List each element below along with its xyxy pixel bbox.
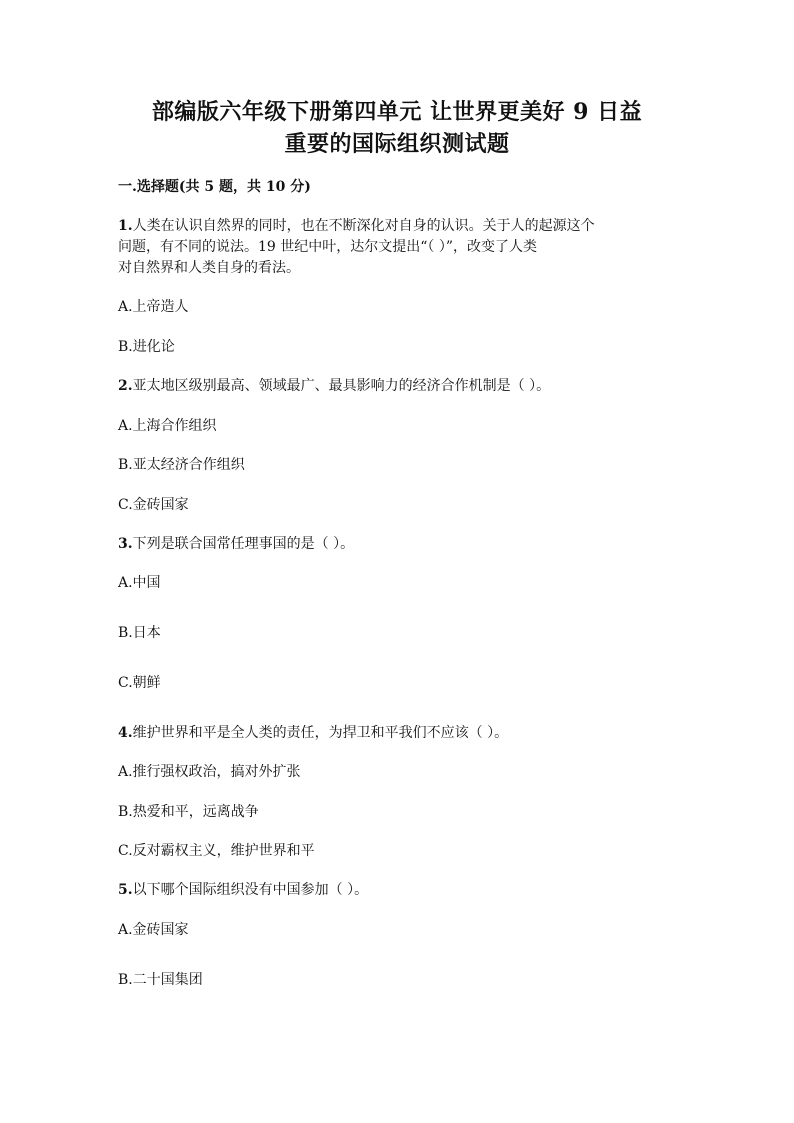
question-5-number: 5. (118, 882, 133, 898)
question-2-option-b: B.亚太经济合作组织 (118, 457, 245, 473)
question-5-stem: 5.以下哪个国际组织没有中国参加（ ）。 (118, 882, 369, 898)
question-3-stem: 3.下列是联合国常任理事国的是（ ）。 (118, 536, 355, 552)
question-4-stem: 4.维护世界和平是全人类的责任，为捍卫和平我们不应该（ ）。 (118, 725, 509, 741)
question-1-stem-line-3: 对自然界和人类自身的看法。 (118, 260, 300, 276)
question-3-option-b: B.日本 (118, 625, 161, 641)
question-4-option-a: A.推行强权政治，搞对外扩张 (118, 764, 301, 780)
document-title-line-2: 重要的国际组织测试题 (284, 131, 510, 157)
question-1-option-a: A.上帝造人 (118, 299, 189, 315)
document-title-line-1: 部编版六年级下册第四单元 让世界更美好 9 日益 (151, 99, 643, 125)
question-1-option-b: B.进化论 (118, 339, 175, 355)
question-2-number: 2. (118, 378, 133, 394)
question-1-stem-line-2: 问题，有不同的说法。19 世纪中叶，达尔文提出“（ ）”，改变了人类 (118, 239, 538, 255)
question-2-option-a: A.上海合作组织 (118, 418, 217, 434)
question-4-number: 4. (118, 725, 133, 741)
question-5-option-b: B.二十国集团 (118, 972, 203, 988)
question-4-option-b: B.热爱和平，远离战争 (118, 804, 259, 820)
question-1-number: 1. (118, 218, 133, 234)
question-2-stem: 2.亚太地区级别最高、领域最广、最具影响力的经济合作机制是（ ）。 (118, 378, 551, 394)
question-3-option-c: C.朝鲜 (118, 675, 161, 691)
question-3-number: 3. (118, 536, 133, 552)
question-2-option-c: C.金砖国家 (118, 497, 189, 513)
question-5-option-a: A.金砖国家 (118, 922, 189, 938)
question-1-stem-line-1: 1.人类在认识自然界的同时，也在不断深化对自身的认识。关于人的起源这个 (118, 218, 595, 234)
section-heading: 一.选择题(共 5 题，共 10 分) (118, 179, 311, 195)
question-4-option-c: C.反对霸权主义，维护世界和平 (118, 843, 315, 859)
question-3-option-a: A.中国 (118, 575, 161, 591)
